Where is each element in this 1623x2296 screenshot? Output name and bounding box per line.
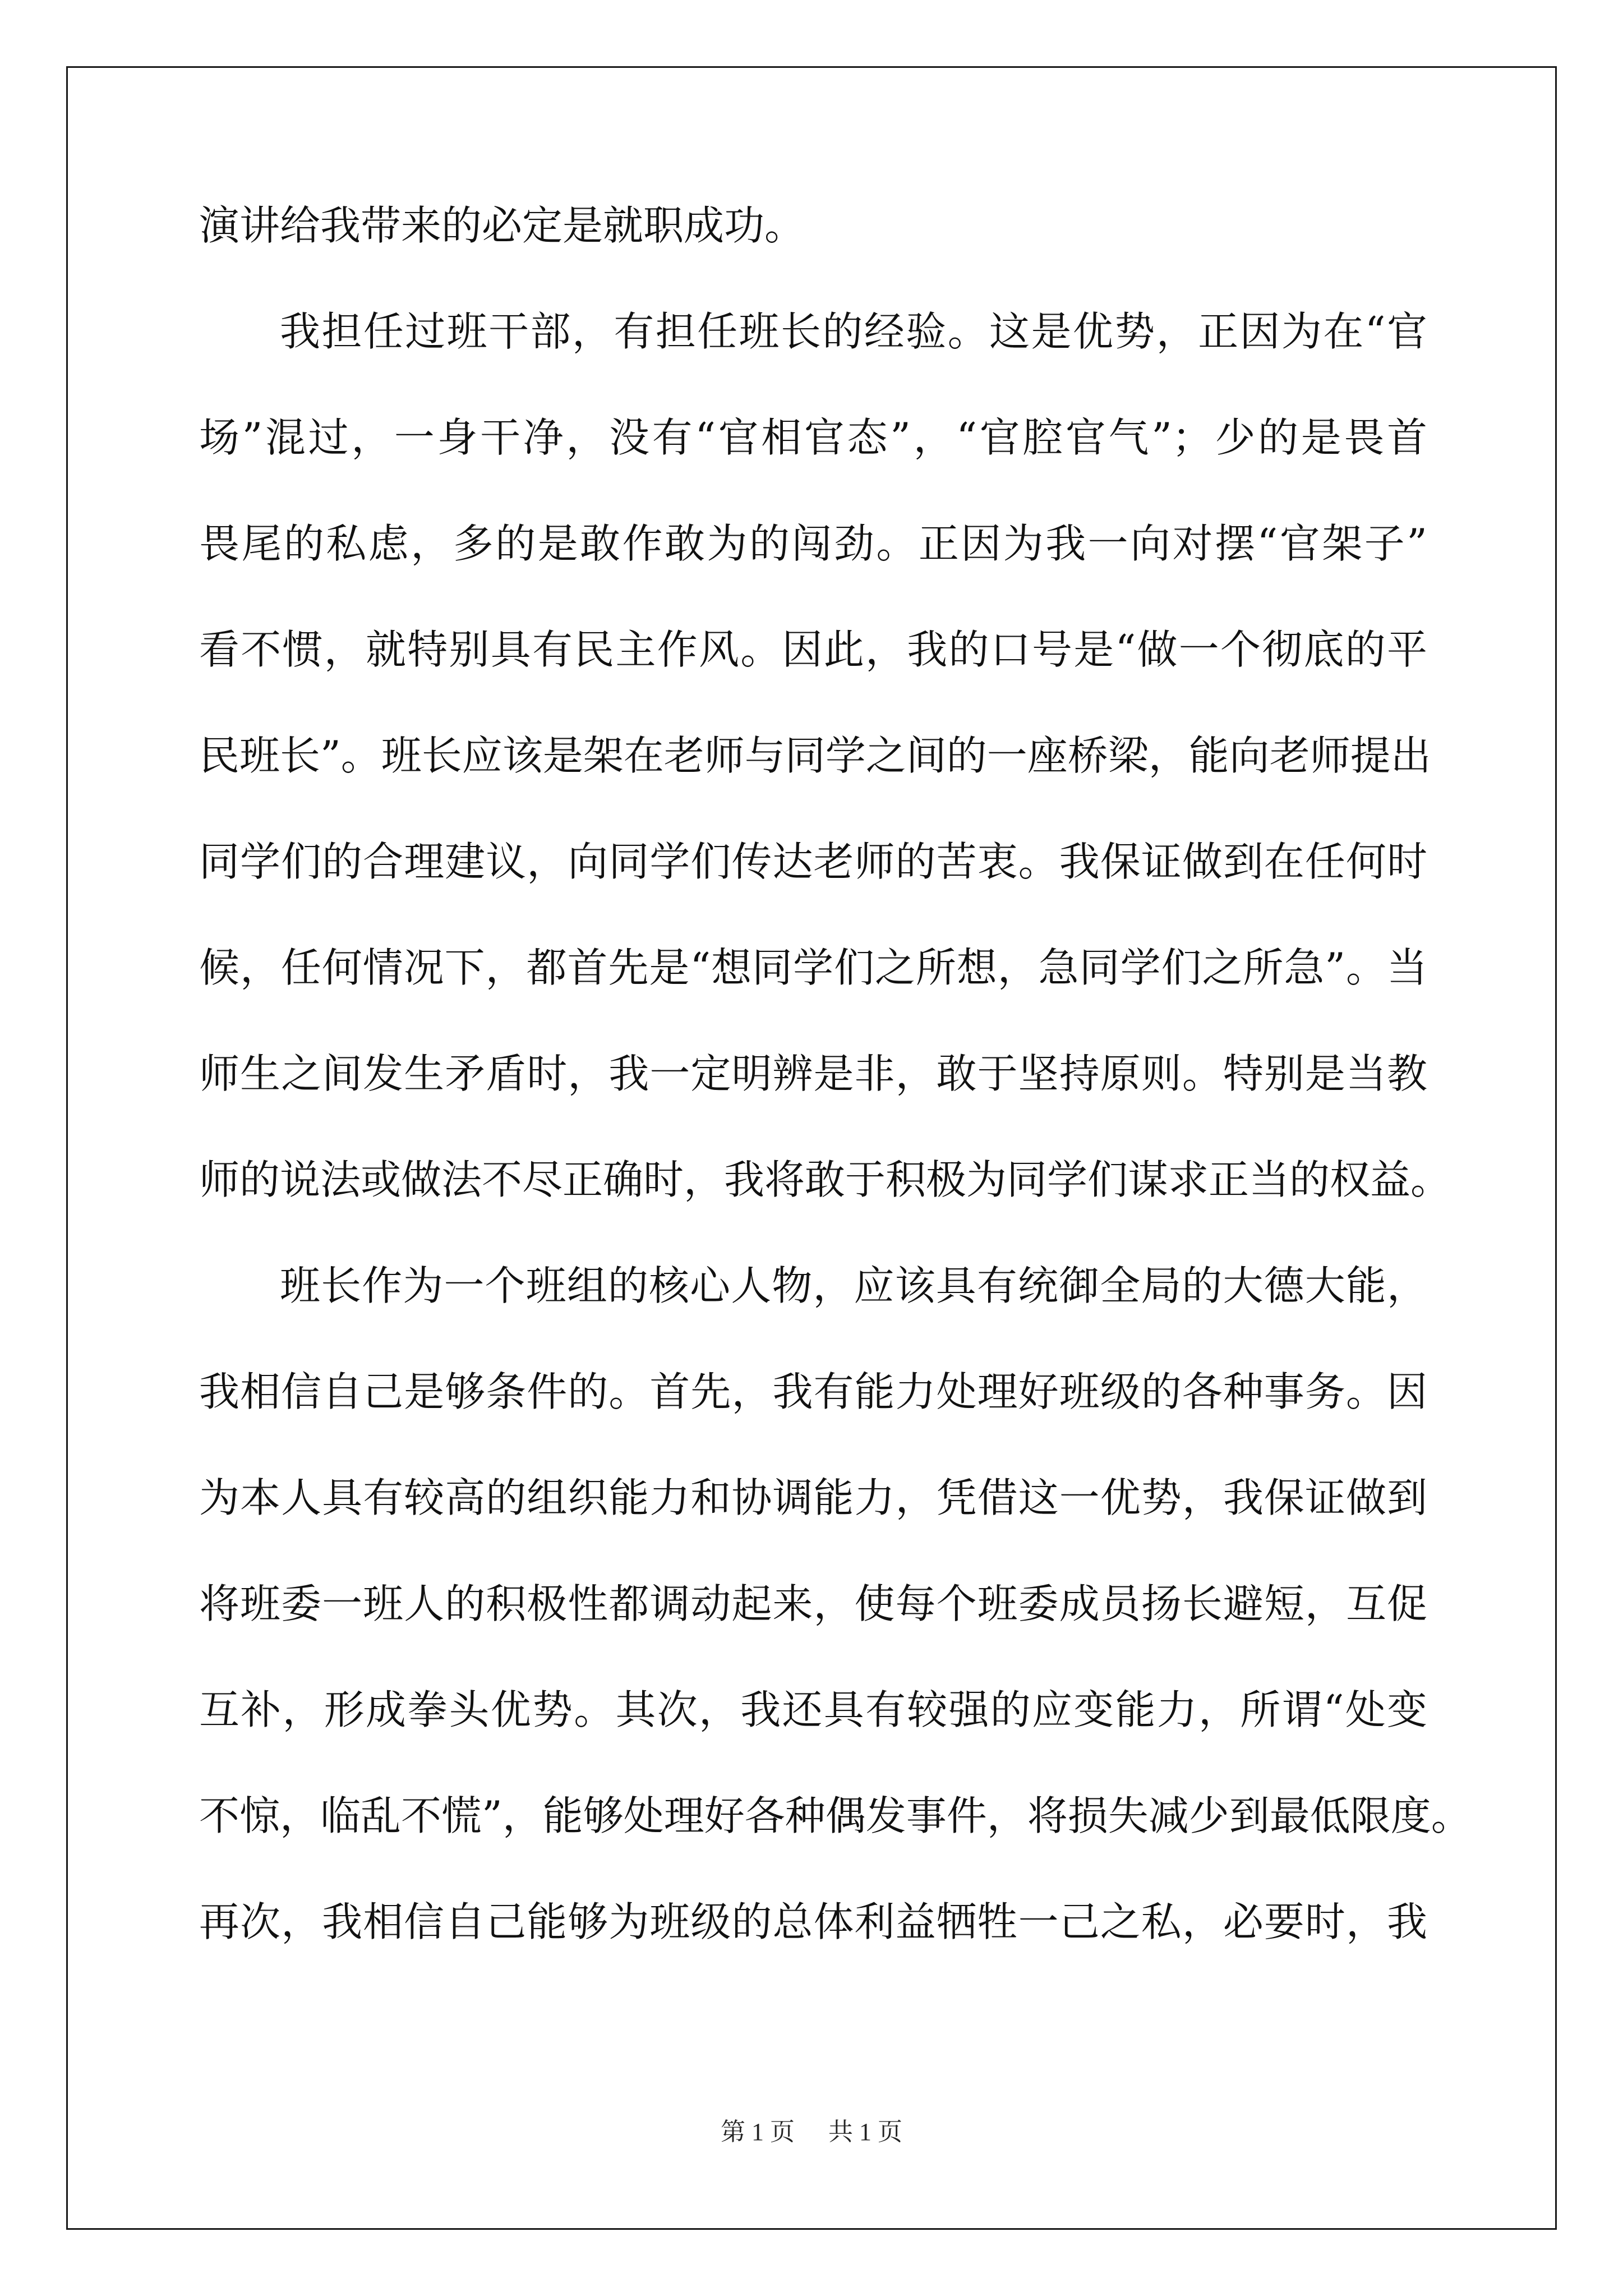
text-line: 场”混过，一身干净，没有“官相官态”，“官腔官气”；少的是畏首 xyxy=(199,414,1427,461)
text-line: 我担任过班干部，有担任班长的经验。这是优势，正因为在“官 xyxy=(280,308,1427,355)
text-line: 互补，形成拳头优势。其次，我还具有较强的应变能力，所谓“处变 xyxy=(199,1686,1427,1733)
text-line: 演讲给我带来的必定是就职成功。 xyxy=(199,202,805,249)
text-line: 为本人具有较高的组织能力和协调能力，凭借这一优势，我保证做到 xyxy=(199,1474,1427,1521)
page-footer xyxy=(0,2118,1623,2146)
document-body xyxy=(199,202,1472,2008)
text-line: 我相信自己是够条件的。首先，我有能力处理好班级的各种事务。因 xyxy=(199,1368,1427,1415)
text-line: 畏尾的私虑，多的是敢作敢为的闯劲。正因为我一向对摆“官架子” xyxy=(199,520,1427,567)
text-line: 候，任何情况下，都首先是“想同学们之所想，急同学们之所急”。当 xyxy=(199,944,1427,991)
text-line: 师的说法或做法不尽正确时，我将敢于积极为同学们谋求正当的权益。 xyxy=(199,1156,1451,1203)
page-total: 共 1 页 xyxy=(828,2118,902,2146)
text-line: 民班长”。班长应该是架在老师与同学之间的一座桥梁，能向老师提出 xyxy=(199,732,1431,779)
text-line: 将班委一班人的积极性都调动起来，使每个班委成员扬长避短，互促 xyxy=(199,1580,1427,1627)
page-number: 第 1 页 xyxy=(721,2118,795,2146)
text-line: 看不惯，就特别具有民主作风。因此，我的口号是“做一个彻底的平 xyxy=(199,626,1427,673)
text-line: 同学们的合理建议，向同学们传达老师的苦衷。我保证做到在任何时 xyxy=(199,838,1427,885)
text-line: 不惊，临乱不慌”，能够处理好各种偶发事件，将损失减少到最低限度。 xyxy=(199,1792,1472,1839)
text-line: 再次，我相信自己能够为班级的总体利益牺牲一己之私，必要时，我 xyxy=(199,1898,1427,1945)
text-line: 师生之间发生矛盾时，我一定明辨是非，敢于坚持原则。特别是当教 xyxy=(199,1050,1427,1097)
text-line: 班长作为一个班组的核心人物，应该具有统御全局的大德大能， xyxy=(280,1262,1427,1309)
